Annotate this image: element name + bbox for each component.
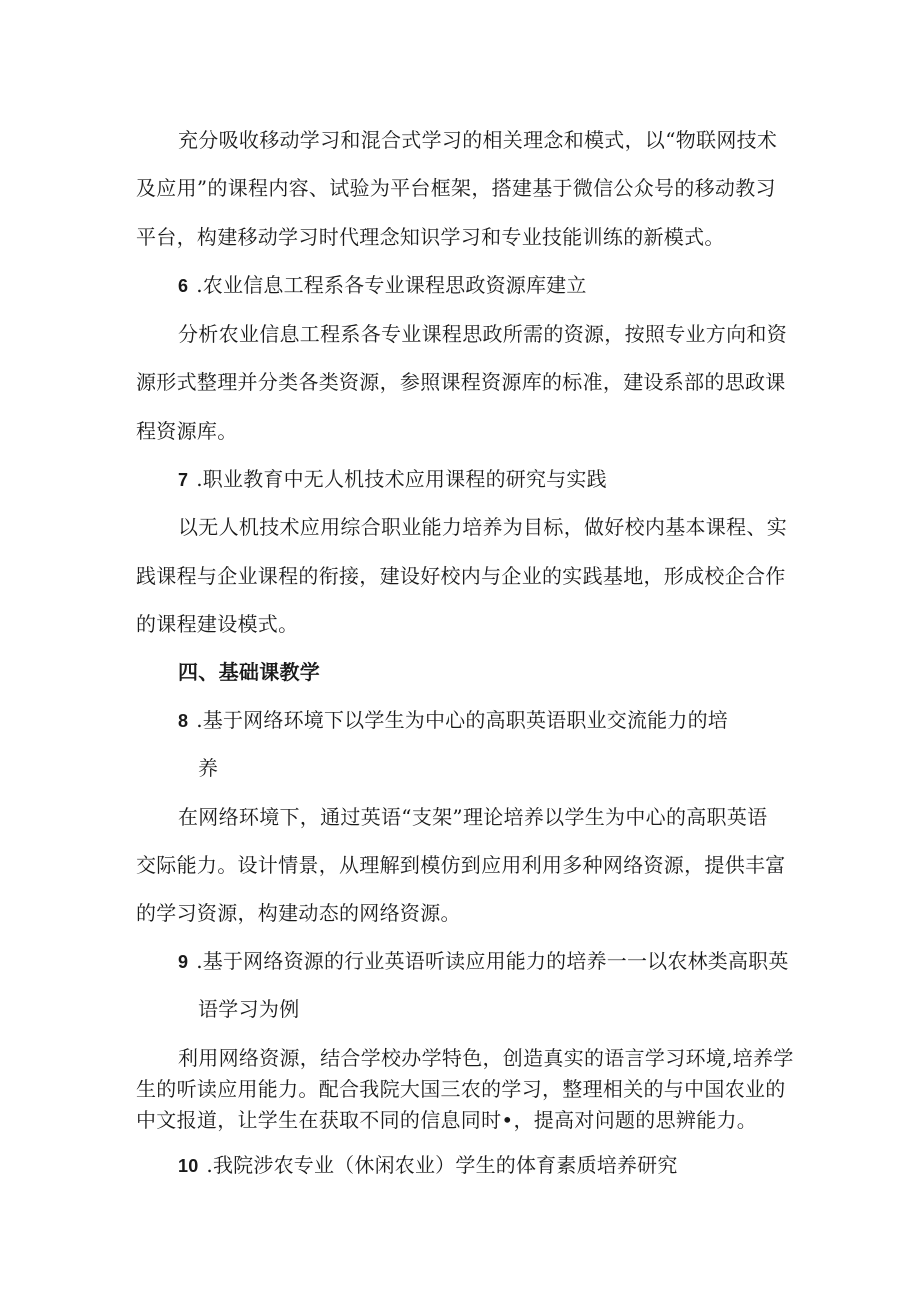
item-title <box>178 467 607 492</box>
paragraph-line: 的课程建设模式。 <box>136 612 299 636</box>
item-number: 9 <box>178 952 189 972</box>
paragraph-line: 分析农业信息工程系各专业课程思政所需的资源，按照专业方向和资 <box>178 322 787 346</box>
paragraph-line: 以无人机技术应用综合职业能力培养为目标，做好校内基本课程、实 <box>178 515 787 539</box>
paragraph-line: 交际能力。设计情景，从理解到模仿到应用利用多种网络资源，提供丰富 <box>136 853 786 877</box>
paragraph-line: 中文报道，让学生在获取不同的信息同时•，提高对问题的思辨能力。 <box>136 1108 758 1132</box>
item-title-text: .基于网络资源的行业英语听读应用能力的培养一一以农林类高职英 <box>196 949 789 973</box>
item-title <box>178 1153 678 1178</box>
paragraph-line: 程资源库。 <box>136 419 238 443</box>
item-title-continuation: 养 <box>198 756 219 780</box>
section-heading: 四、基础课教学 <box>178 660 321 684</box>
item-number: 10 <box>178 1156 199 1176</box>
paragraph-line: 充分吸收移动学习和混合式学习的相关理念和模式，以“物联网技术 <box>178 128 778 152</box>
item-title-text: .基于网络环境下以学生为中心的高职英语职业交流能力的培 <box>196 708 728 732</box>
paragraph-line: 源形式整理并分类各类资源，参照课程资源库的标准，建设系部的思政课 <box>136 370 786 394</box>
item-title-text: .农业信息工程系各专业课程思政资源库建立 <box>196 273 587 297</box>
paragraph-line: 践课程与企业课程的衔接，建设好校内与企业的实践基地，形成校企合作 <box>136 564 786 588</box>
item-title <box>178 949 789 974</box>
item-title-text: .我院涉农专业（休闲农业）学生的体育素质培养研究 <box>206 1153 678 1177</box>
paragraph-line: 的学习资源，构建动态的网络资源。 <box>136 901 461 925</box>
item-number: 8 <box>178 711 189 731</box>
item-title <box>178 708 728 733</box>
paragraph-line: 及应用”的课程内容、试验为平台框架，搭建基于微信公众号的移动教习 <box>136 176 776 200</box>
item-title <box>178 273 587 298</box>
item-number: 6 <box>178 276 189 296</box>
paragraph-line: 在网络环境下，通过英语“支架”理论培养以学生为中心的高职英语 <box>178 805 768 829</box>
paragraph-line: 生的听读应用能力。配合我院大国三农的学习，整理相关的与中国农业的 <box>136 1077 786 1101</box>
paragraph-line: 平台，构建移动学习时代理念知识学习和专业技能训练的新模式。 <box>136 225 725 249</box>
item-title-continuation: 语学习为例 <box>198 997 300 1021</box>
item-title-text: .职业教育中无人机技术应用课程的研究与实践 <box>196 467 607 491</box>
item-number: 7 <box>178 470 189 490</box>
paragraph-line: 利用网络资源，结合学校办学特色，创造真实的语言学习环境,培养学 <box>178 1046 794 1070</box>
